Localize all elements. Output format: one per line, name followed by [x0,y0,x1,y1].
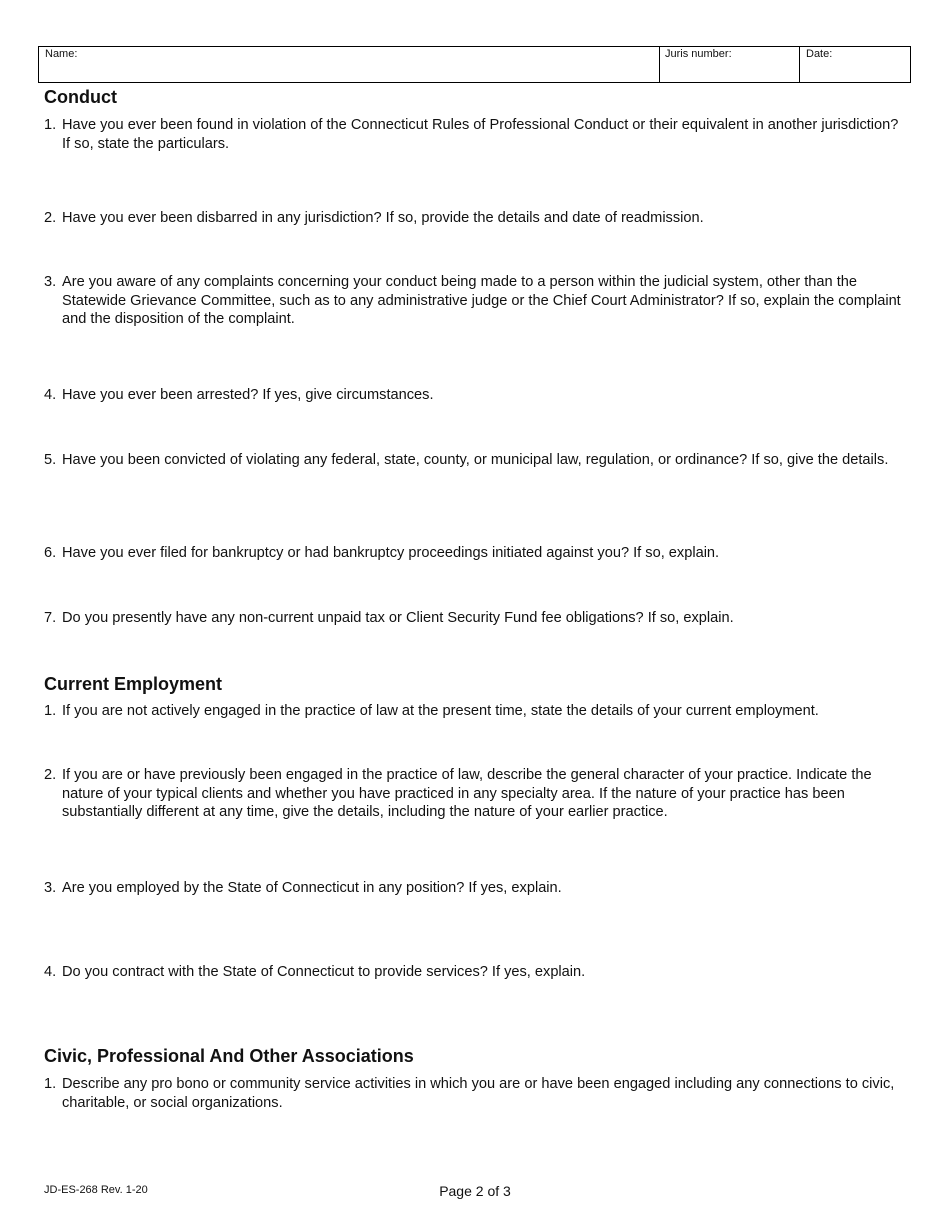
date-label: Date: [806,48,833,60]
section-title-civic: Civic, Professional And Other Associations [44,1046,414,1066]
question-text: Do you presently have any non-current unpaid tax or Client Security Fund fee obligations? If so, explain. [62,610,734,626]
juris-number-label: Juris number: [665,48,732,60]
date-field[interactable] [806,64,906,80]
conduct-question-2 [44,209,904,228]
conduct-answer-1[interactable] [62,156,906,208]
question-text: If you are not actively engaged in the practice of law at the present time, state the details of your current employment. [62,703,819,719]
question-number: 3. [44,274,57,290]
form-id: JD-ES-268 Rev. 1-20 [44,1184,148,1196]
question-text: Describe any pro bono or community service activities in which you are or have been engaged including any connections to civic, charitable, or social organizations. [62,1076,895,1111]
civic-answer-1[interactable] [62,1115,906,1179]
conduct-answer-5[interactable] [62,491,906,545]
civic-question-1 [44,1075,904,1112]
conduct-answer-6[interactable] [62,565,906,611]
conduct-question-6 [44,544,904,563]
conduct-answer-4[interactable] [62,407,906,455]
question-number: 2. [44,210,57,226]
question-number: 1. [44,117,57,133]
conduct-question-4 [44,386,904,405]
juris-number-cell [660,47,800,82]
juris-number-field[interactable] [666,64,795,80]
question-number: 3. [44,880,57,896]
question-text: If you are or have previously been engaged in the practice of law, describe the general character of your practice. Indicate the nature of your typical clients and whether you have practiced in any specialty area. If the nature of your practice has been substantially different at any time, give the details, including the nature of your earlier practice. [62,767,872,821]
conduct-answer-2[interactable] [62,230,906,274]
name-field[interactable] [45,64,655,80]
question-number: 4. [44,964,57,980]
employment-question-4 [44,963,904,982]
question-number: 6. [44,545,57,561]
conduct-question-7 [44,609,904,628]
name-label: Name: [45,48,78,60]
question-text: Have you ever been arrested? If yes, give circumstances. [62,387,434,403]
conduct-question-5 [44,451,904,470]
question-text: Do you contract with the State of Connecticut to provide services? If yes, explain. [62,964,586,980]
question-text: Have you ever been found in violation of the Connecticut Rules of Professional Conduct or their equivalent in another jurisdiction? If so, state the particulars. [62,117,899,152]
question-text: Are you employed by the State of Connecticut in any position? If yes, explain. [62,880,562,896]
conduct-answer-3[interactable] [62,332,906,386]
question-text: Have you ever been disbarred in any jurisdiction? If so, provide the details and date of readmission. [62,210,704,226]
question-number: 5. [44,452,57,468]
employment-question-1 [44,702,904,721]
question-number: 2. [44,767,57,783]
section-title-employment: Current Employment [44,674,223,694]
page-number: Page 2 of 3 [439,1183,511,1199]
question-text: Have you ever filed for bankruptcy or had bankruptcy proceedings initiated against you? If so, explain. [62,545,720,561]
employment-answer-4[interactable] [62,984,906,1044]
header-fields [38,46,911,83]
question-number: 7. [44,610,57,626]
question-number: 1. [44,703,57,719]
employment-question-2 [44,766,904,822]
question-text: Have you been convicted of violating any federal, state, county, or municipal law, regulation, or ordinance? If so, give the details. [62,452,889,468]
question-number: 1. [44,1076,57,1092]
employment-answer-1[interactable] [62,723,906,769]
employment-answer-2[interactable] [62,825,906,879]
conduct-question-1 [44,116,904,153]
date-cell [800,47,910,82]
conduct-question-3 [44,273,904,329]
employment-question-3 [44,879,904,898]
question-text: Are you aware of any complaints concerning your conduct being made to a person within the judicial system, other than the Statewide Grievance Committee, such as to any administrative judge or the Chief Court Administrator? If so, explain the complaint and the disposition of the complaint. [62,274,901,328]
question-number: 4. [44,387,57,403]
name-cell [39,47,660,82]
employment-answer-3[interactable] [62,900,906,964]
conduct-answer-7[interactable] [62,630,906,674]
section-title-conduct: Conduct [44,87,117,107]
